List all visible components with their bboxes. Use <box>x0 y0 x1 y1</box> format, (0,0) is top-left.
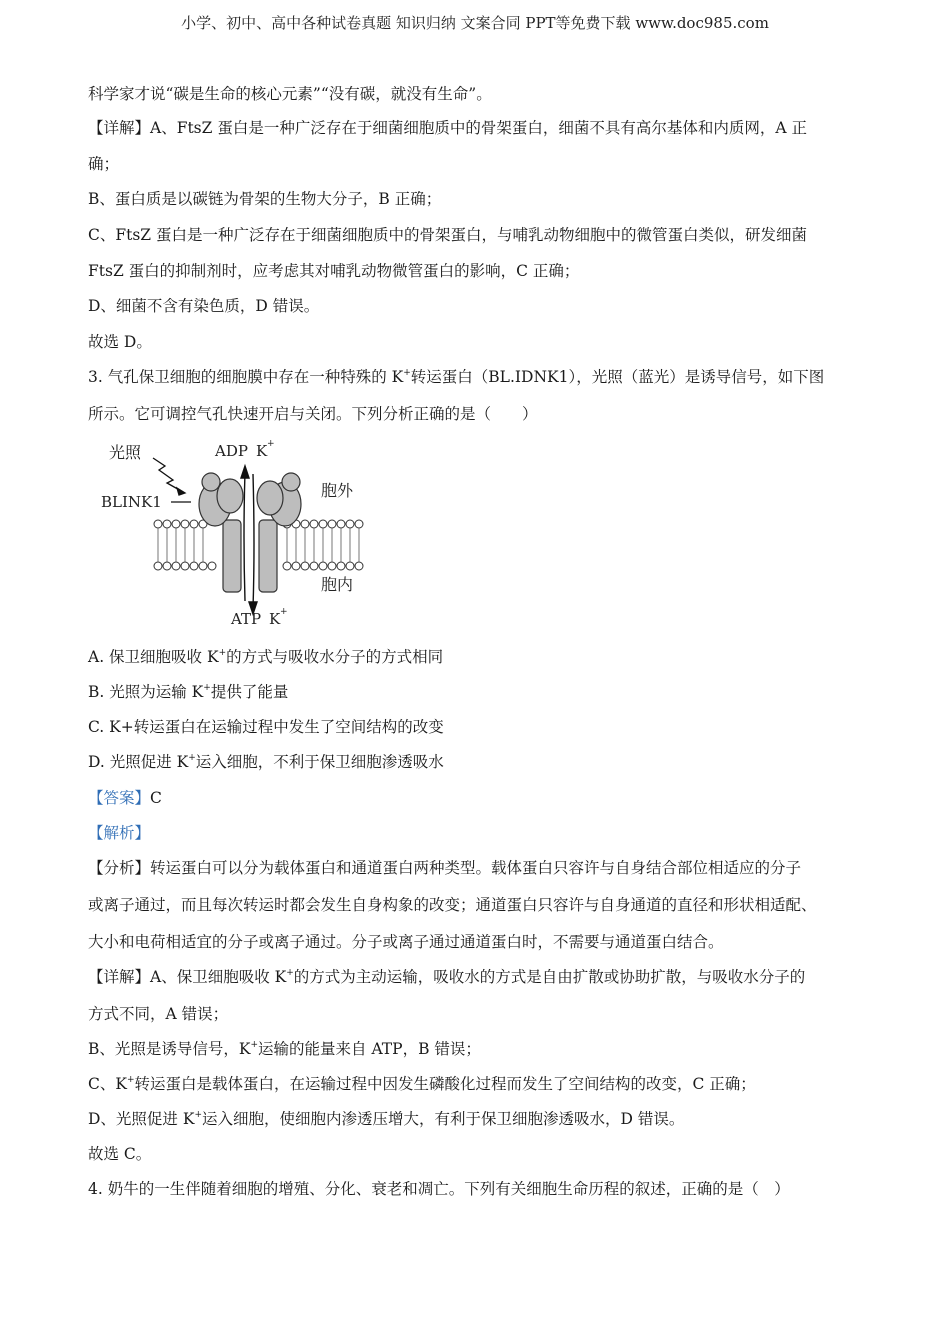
option-c: C. K+转运蛋白在运输过程中发生了空间结构的改变 <box>88 718 444 736</box>
text-line: 方式不同，A 错误； <box>88 1005 229 1023</box>
answer-label: 【答案】 <box>88 789 151 807</box>
text-line: 【详解】A、FtsZ 蛋白是一种广泛存在于细菌细胞质中的骨架蛋白，细菌不具有高尔基体和内质网，A 正 <box>88 119 807 137</box>
text-line: C、K+转运蛋白是载体蛋白，在运输过程中因发生磷酸化过程而发生了空间结构的改变，C 正确； <box>88 1075 756 1093</box>
option-d: D. 光照促进 K+运入细胞，不利于保卫细胞渗透吸水 <box>88 753 444 771</box>
text-line: 科学家才说“碳是生命的核心元素”“没有碳，就没有生命”。 <box>88 85 492 103</box>
label-k-top: K <box>256 442 268 460</box>
label-outside: 胞外 <box>321 481 354 500</box>
left-protein <box>199 473 243 592</box>
question-3-stem: 3. 气孔保卫细胞的细胞膜中存在一种特殊的 K+转运蛋白（BL.IDNK1），光照（蓝光）是诱导信号，如下图 <box>88 368 825 386</box>
light-arrow <box>153 458 185 495</box>
text-line: 【详解】A、保卫细胞吸收 K+的方式为主动运输，吸收水的方式是自由扩散或协助扩散，与吸收水分子的 <box>88 968 806 986</box>
answer-line: 【答案】C <box>88 789 162 807</box>
option-a: A. 保卫细胞吸收 K+的方式与吸收水分子的方式相同 <box>88 648 444 666</box>
label-adp: ADP <box>215 442 248 460</box>
text-line: 确； <box>88 155 120 173</box>
label-blink1: BLINK1 <box>101 493 162 511</box>
question-3-stem-cont: 所示。它可调控气孔快速开启与关闭。下列分析正确的是（ ） <box>88 405 538 423</box>
label-k-bottom-plus: + <box>280 607 288 617</box>
text-line: D、光照促进 K+运入细胞，使细胞内渗透压增大，有利于保卫细胞渗透吸水，D 错误。 <box>88 1110 685 1128</box>
option-b: B. 光照为运输 K+提供了能量 <box>88 683 289 701</box>
text-line: FtsZ 蛋白的抑制剂时，应考虑其对哺乳动物微管蛋白的影响，C 正确； <box>88 262 580 280</box>
text-line: 故选 C。 <box>88 1145 152 1163</box>
label-atp: ATP <box>231 610 262 628</box>
question-4-stem: 4. 奶牛的一生伴随着细胞的增殖、分化、衰老和凋亡。下列有关细胞生命历程的叙述，正确的是（ ） <box>88 1180 790 1198</box>
label-inside: 胞内 <box>321 575 354 594</box>
page-header: 小学、初中、高中各种试卷真题 知识归纳 文案合同 PPT等免费下载 www.doc985.com <box>181 14 769 32</box>
label-k-top-plus: + <box>267 439 275 449</box>
text-line: 大小和电荷相适宜的分子或离子通过。分子或离子通过通道蛋白时，不需要与通道蛋白结合。 <box>88 933 724 951</box>
right-protein <box>257 473 301 592</box>
text-line: 故选 D。 <box>88 333 152 351</box>
analysis-label: 【解析】 <box>88 824 151 842</box>
label-light: 光照 <box>109 443 142 462</box>
text-line: 【分析】转运蛋白可以分为载体蛋白和通道蛋白两种类型。载体蛋白只容许与自身结合部位相适应的分子 <box>88 859 802 877</box>
text-line: C、FtsZ 蛋白是一种广泛存在于细菌细胞质中的骨架蛋白，与哺乳动物细胞中的微管蛋白类似，研发细菌 <box>88 226 807 244</box>
blink1-channel-figure <box>95 436 375 632</box>
text-line: B、光照是诱导信号，K+运输的能量来自 ATP，B 错误； <box>88 1040 481 1058</box>
text-line: D、细菌不含有染色质，D 错误。 <box>88 297 320 315</box>
transport-arrows <box>241 466 257 614</box>
label-k-bottom: K <box>269 610 281 628</box>
text-line: 或离子通过，而且每次转运时都会发生自身构象的改变；通道蛋白只容许与自身通道的直径和形状相适配、 <box>88 896 817 914</box>
text-line: B、蛋白质是以碳链为骨架的生物大分子，B 正确； <box>88 190 442 208</box>
